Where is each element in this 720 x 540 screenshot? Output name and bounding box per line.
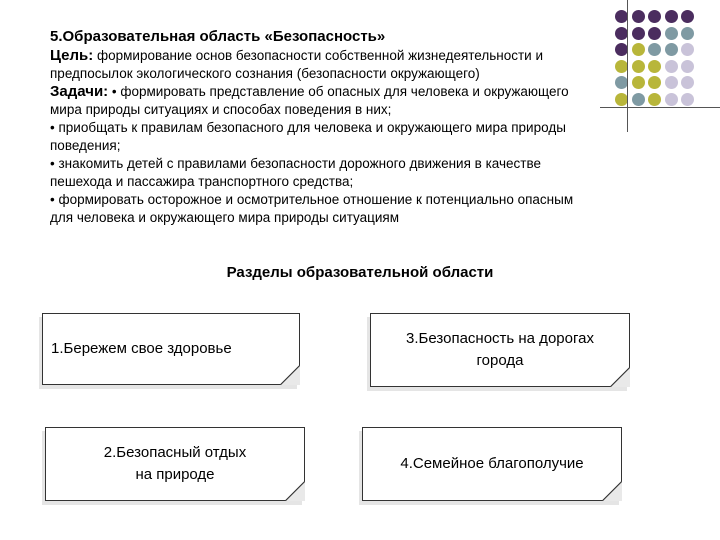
page-title: 5.Образовательная область «Безопасность» [50, 28, 386, 45]
section-card-nature [45, 427, 305, 501]
page-curl-icon [285, 481, 305, 501]
document-body [50, 27, 690, 227]
tasks-line: пешехода и пассажира транспортного средства; [50, 174, 354, 189]
goal-line-1: Цель: формирование основ безопасности собственной жизнедеятельности и [50, 47, 544, 64]
decorative-dot [632, 10, 645, 23]
card-label: 4.Семейное благополучие [400, 455, 584, 472]
tasks-line: поведения; [50, 138, 121, 153]
tasks-line-1: Задачи: • формировать представление об опасных для человека и окружающего [50, 83, 569, 100]
tasks-line: • приобщать к правилам безопасного для человека и окружающего мира природы [50, 120, 566, 135]
page-curl-icon [280, 365, 300, 385]
sections-heading: Разделы образовательной области [226, 264, 494, 281]
page-curl-icon [602, 481, 622, 501]
tasks-line: • формировать осторожное и осмотрительное отношение к потенциально опасным [50, 192, 574, 207]
goal-label: Цель: [50, 47, 94, 64]
decorative-dot [648, 10, 661, 23]
section-card-family [362, 427, 622, 501]
card-label: 1.Бережем свое здоровье [51, 340, 232, 357]
tasks-label: Задачи: [50, 83, 109, 100]
tasks-line: для человека и окружающего мира природы ситуациям [50, 210, 400, 225]
decorative-dot [665, 10, 678, 23]
card-label: 3.Безопасность на дорогах города [406, 330, 594, 369]
decorative-dot [681, 10, 694, 23]
goal-line-2: предпосылок экологического сознания (безопасности окружающего) [50, 66, 480, 81]
section-card-roads [370, 313, 630, 387]
tasks-line: мира природы ситуациях и способах поведения в них; [50, 102, 392, 117]
card-label: 2.Безопасный отдых на природе [103, 444, 247, 483]
section-card-health [42, 313, 300, 385]
tasks-line: • знакомить детей с правилами безопасности дорожного движения в качестве [50, 156, 542, 171]
page-curl-icon [610, 367, 630, 387]
